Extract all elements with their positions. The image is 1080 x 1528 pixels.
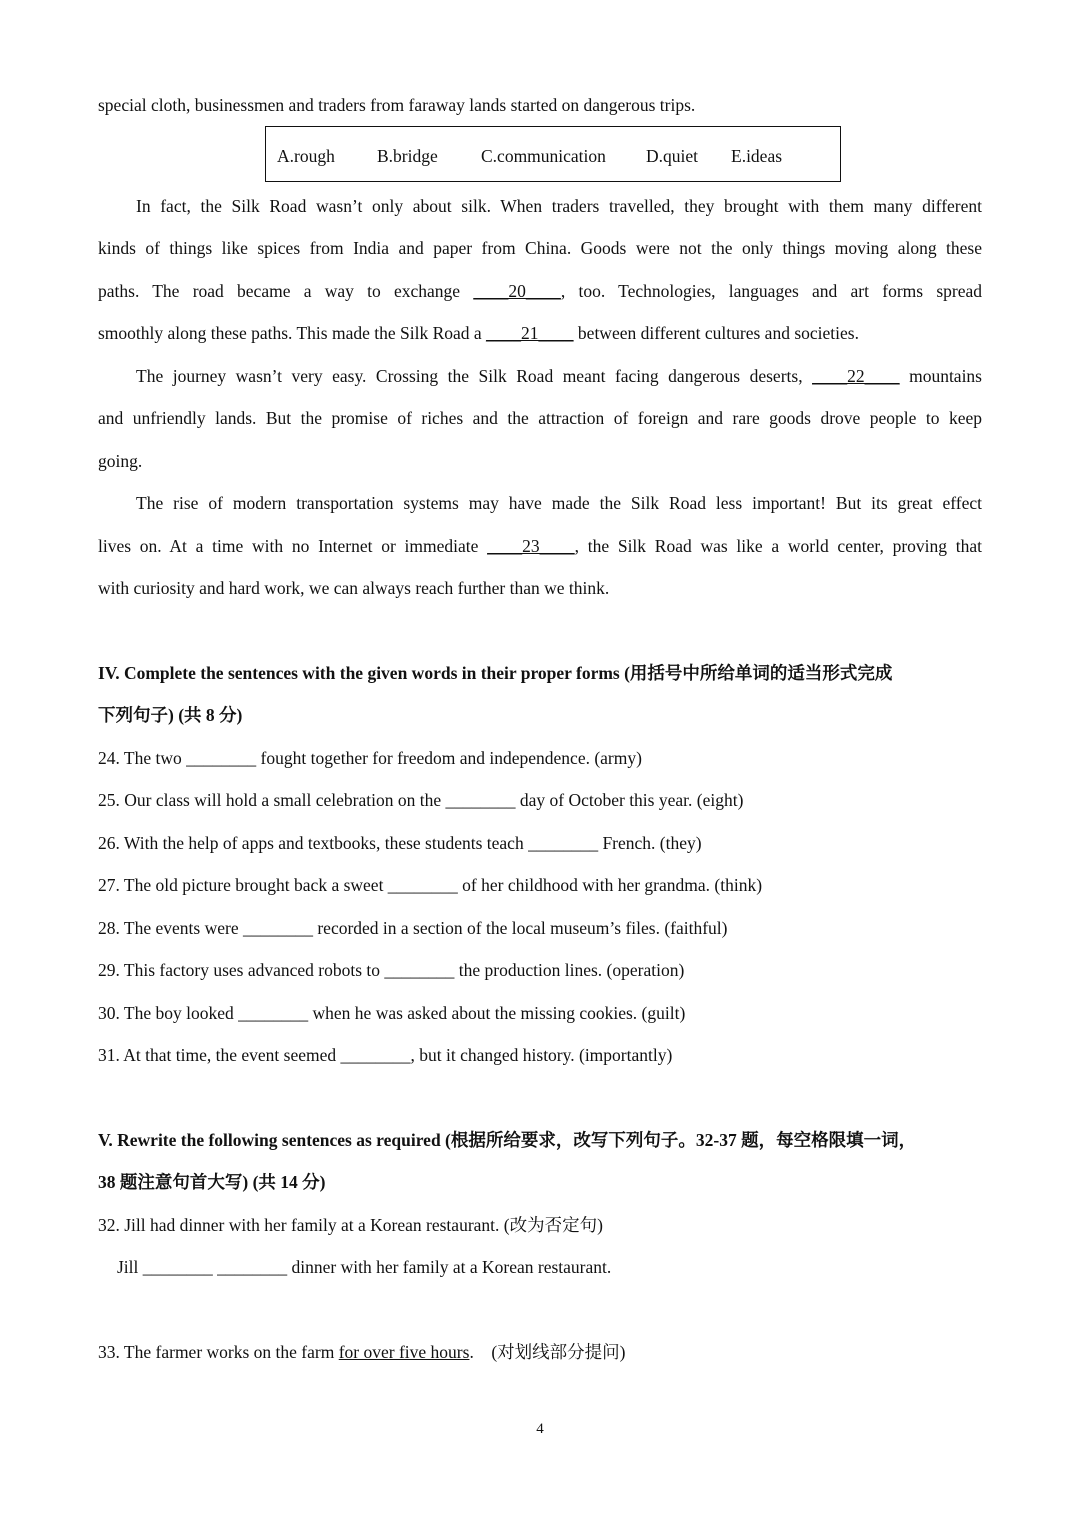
question-33: [98, 1340, 982, 1364]
blank-23: ____23____: [487, 536, 575, 556]
question-30: 30. The boy looked ________ when he was asked about the missing cookies. (guilt): [98, 1003, 686, 1023]
question-33-underlined: for over five hours: [338, 1342, 470, 1362]
passage-line: with curiosity and hard work, we can always reach further than we think.: [98, 578, 610, 598]
section-5-title: 38 题注意句首大写) (共 14 分): [98, 1172, 326, 1192]
passage-text: , too. Technologies, languages and art forms spread: [560, 281, 982, 301]
question-26: 26. With the help of apps and textbooks, these students teach ________ French. (they): [98, 833, 702, 853]
passage-line: [136, 364, 982, 388]
options-box: [265, 126, 841, 182]
passage-line: [98, 321, 982, 345]
passage-text: The journey wasn’t very easy. Crossing the Silk Road meant facing dangerous deserts,: [136, 366, 803, 386]
option-a: A.rough: [277, 146, 335, 166]
question-33-text: . (对划线部分提问): [469, 1342, 626, 1362]
question-31: 31. At that time, the event seemed ________, but it changed history. (importantly): [98, 1045, 673, 1065]
question-24: 24. The two ________ fought together for freedom and independence. (army): [98, 748, 642, 768]
blank-21: ____21____: [486, 323, 574, 343]
passage-line: [98, 534, 982, 558]
blank-20: ____20____: [473, 281, 561, 301]
passage-line: going.: [98, 451, 143, 471]
option-c: C.communication: [481, 146, 606, 166]
passage-line: kinds of things like spices from India and paper from China. Goods were not the only things moving along these: [98, 238, 982, 258]
question-29: 29. This factory uses advanced robots to ________ the production lines. (operation): [98, 960, 685, 980]
question-27: 27. The old picture brought back a sweet ________ of her childhood with her grandma. (think): [98, 875, 763, 895]
passage-text: , the Silk Road was like a world center, proving that: [574, 536, 982, 556]
question-32: 32. Jill had dinner with her family at a Korean restaurant. (改为否定句): [98, 1215, 603, 1235]
question-25: 25. Our class will hold a small celebration on the ________ day of October this year. (eight): [98, 790, 744, 810]
passage-line: and unfriendly lands. But the promise of riches and the attraction of foreign and rare goods drove people to keep: [98, 408, 982, 428]
passage-text: mountains: [909, 366, 982, 386]
section-4-title: IV. Complete the sentences with the given words in their proper forms (用括号中所给单词的适当形式完成: [98, 663, 893, 683]
question-28: 28. The events were ________ recorded in a section of the local museum’s files. (faithful): [98, 918, 728, 938]
option-e: E.ideas: [731, 146, 783, 166]
passage-line: In fact, the Silk Road wasn’t only about silk. When traders travelled, they brought with them many different: [136, 196, 982, 216]
passage-text: paths. The road became a way to exchange: [98, 281, 461, 301]
section-4-title: 下列句子) (共 8 分): [98, 705, 243, 725]
blank-22: ____22____: [812, 366, 900, 386]
passage-line: The rise of modern transportation systems may have made the Silk Road less important! But its great effect: [136, 493, 982, 513]
option-d: D.quiet: [646, 146, 699, 166]
passage-text: smoothly along these paths. This made the Silk Road a: [98, 323, 482, 343]
passage-line: special cloth, businessmen and traders from faraway lands started on dangerous trips.: [98, 95, 696, 115]
passage-text: lives on. At a time with no Internet or immediate: [98, 536, 479, 556]
passage-text: between different cultures and societies.: [577, 323, 859, 343]
question-32-answer: Jill ________ ________ dinner with her family at a Korean restaurant.: [117, 1257, 612, 1277]
question-33-text: 33. The farmer works on the farm: [98, 1342, 339, 1362]
page-number: 4: [536, 1421, 544, 1437]
passage-line: [98, 279, 982, 303]
section-5-title: V. Rewrite the following sentences as required (根据所给要求，改写下列句子。32-37 题，每空格限填一词，: [98, 1130, 917, 1150]
option-b: B.bridge: [377, 146, 438, 166]
